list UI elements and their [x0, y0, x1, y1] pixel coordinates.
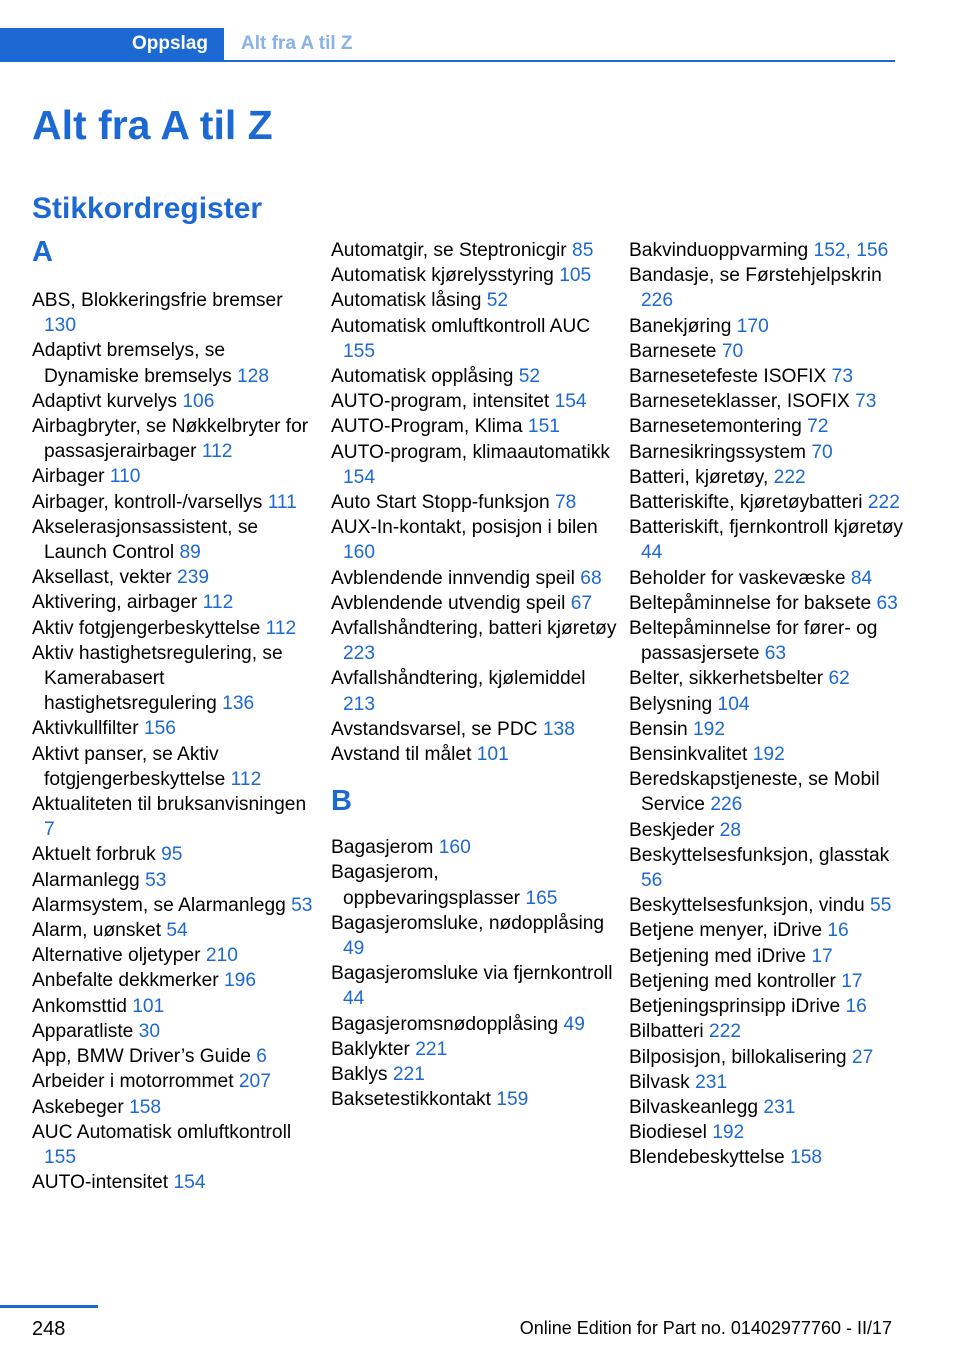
- entry-text: Betjene menyer, iDrive: [629, 920, 823, 942]
- index-entry: [629, 1045, 915, 1070]
- index-entry: [331, 414, 617, 439]
- entry-text: Automatisk omluftkontroll AUC: [331, 315, 591, 337]
- index-entry: [32, 1019, 318, 1044]
- index-entry: [629, 994, 915, 1019]
- entry-page-link[interactable]: 63: [876, 592, 898, 614]
- index-entry: [629, 616, 915, 666]
- entry-text: Belter, sikkerhetsbelter: [629, 668, 824, 690]
- index-column-1: [32, 236, 318, 1195]
- entry-text: Biodiesel: [629, 1122, 707, 1144]
- entry-page-link[interactable]: 55: [870, 895, 892, 917]
- entry-text: Anbefalte dekkmerker: [32, 970, 219, 992]
- entry-text: Aktuelt forbruk: [32, 844, 156, 866]
- entry-text: Airbager, kontroll-/varsellys: [32, 491, 263, 513]
- entry-text: Avblendende innvendig speil: [331, 567, 575, 589]
- entry-page-link[interactable]: 54: [166, 920, 188, 942]
- index-entry: [331, 314, 617, 364]
- entry-page-link[interactable]: 160: [343, 542, 376, 564]
- entry-page-link[interactable]: 221: [415, 1038, 448, 1060]
- entry-text: Baklykter: [331, 1038, 410, 1060]
- entry-text: Bilvask: [629, 1071, 690, 1093]
- entry-page-link[interactable]: 152, 156: [813, 240, 889, 261]
- entry-text: Bandasje, se Førstehjelpskrin: [629, 265, 882, 287]
- index-entry: [629, 969, 915, 994]
- index-entry: [32, 893, 318, 918]
- entry-page-link[interactable]: 112: [202, 592, 234, 614]
- entry-page-link[interactable]: 112: [230, 768, 262, 790]
- entry-page-link[interactable]: 158: [790, 1147, 823, 1169]
- index-column-3: [629, 238, 915, 1171]
- index-entry: [331, 1037, 617, 1062]
- tab-alt-fra-a-til-z-label: Alt fra A til Z: [241, 33, 353, 54]
- header-bar: [0, 28, 895, 62]
- letter-heading-b: B: [331, 785, 352, 818]
- index-entry: [32, 742, 318, 792]
- index-entry: [32, 338, 318, 388]
- entry-page-link[interactable]: 70: [721, 340, 744, 362]
- index-entry: [629, 364, 915, 389]
- entry-page-link[interactable]: 53: [291, 894, 313, 916]
- index-entry: [32, 1069, 318, 1094]
- entry-page-link[interactable]: 112: [265, 617, 297, 639]
- index-entry: [629, 818, 915, 843]
- entry-page-link[interactable]: 27: [851, 1046, 874, 1068]
- entry-text: Bilvaskeanlegg: [629, 1096, 759, 1118]
- index-entry: [629, 263, 915, 313]
- entry-page-link[interactable]: 53: [145, 869, 167, 891]
- entry-text: Baksetestikkontakt: [331, 1089, 491, 1111]
- page-number: 248: [32, 1318, 66, 1340]
- index-entry: [331, 1012, 617, 1037]
- entry-text: Avfallshåndtering, batteri kjøretøy: [331, 618, 617, 640]
- entry-page-link[interactable]: 67: [570, 592, 593, 614]
- index-entry: [331, 717, 617, 742]
- entry-text: Avblendende utvendig speil: [331, 592, 566, 614]
- index-entry: [629, 742, 915, 767]
- index-entry: [629, 893, 915, 918]
- entry-page-link[interactable]: 165: [525, 887, 558, 909]
- entry-page-link[interactable]: 84: [850, 567, 873, 589]
- entry-text: Bagasjeromsluke via fjernkontroll: [331, 963, 613, 985]
- entry-text: AUTO-program, klimaautomatikk: [331, 441, 611, 463]
- entry-page-link[interactable]: 56: [641, 870, 663, 892]
- entry-text: Beskjeder: [629, 819, 715, 841]
- entry-text: Alarmsystem, se Alarmanlegg: [32, 894, 286, 916]
- index-entry: [32, 1095, 318, 1120]
- index-entry: [629, 717, 915, 742]
- entry-text: Batteriskift, fjernkontroll kjøretøy: [629, 517, 904, 539]
- entry-page-link[interactable]: 222: [867, 492, 900, 514]
- entry-page-link[interactable]: 151: [527, 416, 560, 438]
- entry-text: Bagasjeromsnødopplåsing: [331, 1013, 559, 1035]
- entry-page-link[interactable]: 226: [641, 290, 674, 312]
- entry-text: Aktivt panser, se Aktiv fotgjengerbeskyttelse: [32, 743, 226, 790]
- entry-page-link[interactable]: 222: [773, 466, 806, 488]
- index-entry: [629, 692, 915, 717]
- entry-page-link[interactable]: 155: [44, 1146, 77, 1168]
- index-entry: [331, 515, 617, 565]
- entry-text: Alarmanlegg: [32, 869, 140, 891]
- index-entry: [629, 515, 915, 565]
- entry-page-link[interactable]: 16: [827, 920, 849, 942]
- entry-text: App, BMW Driver’s Guide: [32, 1046, 251, 1068]
- entry-page-link[interactable]: 226: [710, 794, 743, 816]
- entry-text: Adaptivt kurvelys: [32, 390, 178, 412]
- entry-page-link[interactable]: 136: [222, 693, 255, 715]
- entry-page-link[interactable]: 192: [712, 1122, 745, 1144]
- index-entry: [629, 414, 915, 439]
- entry-text: Beltepåminnelse for baksete: [629, 592, 872, 614]
- index-entry: [331, 389, 617, 414]
- index-entry: [32, 918, 318, 943]
- index-entry: [629, 1095, 915, 1120]
- entry-text: Ankomsttid: [32, 995, 127, 1017]
- entry-page-link[interactable]: 68: [580, 567, 602, 589]
- index-entry: [32, 1170, 318, 1195]
- entry-page-link[interactable]: 63: [764, 643, 787, 665]
- index-column-2: [331, 238, 617, 1113]
- entry-text: Apparatliste: [32, 1020, 134, 1042]
- index-entry: [331, 1087, 617, 1112]
- entry-page-link[interactable]: 73: [855, 391, 877, 413]
- index-entry: [629, 389, 915, 414]
- entry-page-link[interactable]: 30: [138, 1020, 161, 1042]
- entry-list: [331, 835, 617, 1112]
- index-entry: [629, 1019, 915, 1044]
- entry-page-link[interactable]: 70: [811, 441, 833, 463]
- index-entry: [32, 641, 318, 717]
- entry-page-link[interactable]: 101: [132, 995, 165, 1017]
- entry-page-link[interactable]: 72: [807, 416, 829, 438]
- entry-text: Arbeider i motorrommet: [32, 1071, 234, 1093]
- entry-page-link[interactable]: 154: [343, 466, 376, 488]
- index-entry: [32, 716, 318, 741]
- index-entry: [32, 994, 318, 1019]
- entry-text: AUTO-program, intensitet: [331, 391, 550, 413]
- entry-text: Avstand til målet: [331, 744, 472, 766]
- index-entry: [331, 440, 617, 490]
- entry-page-link[interactable]: 128: [237, 365, 270, 387]
- entry-text: Bagasjerom: [331, 837, 434, 859]
- footer-rule: [0, 1305, 98, 1308]
- index-entry: [32, 490, 318, 515]
- entry-page-link[interactable]: 221: [392, 1064, 425, 1086]
- index-entry: [629, 465, 915, 490]
- entry-text: Bilposisjon, billokalisering: [629, 1046, 847, 1068]
- entry-page-link[interactable]: 160: [438, 837, 471, 859]
- entry-text: Airbager: [32, 466, 105, 488]
- entry-page-link[interactable]: 52: [518, 366, 541, 388]
- entry-text: Akselerasjonsassistent, se Launch Control: [32, 516, 259, 564]
- index-entry: [331, 364, 617, 389]
- entry-text: Aksellast, vekter: [32, 567, 172, 589]
- index-entry: [331, 835, 617, 860]
- index-entry: [32, 1120, 318, 1170]
- entry-text: AUTO-Program, Klima: [331, 416, 523, 438]
- entry-text: Barnesetefeste ISOFIX: [629, 366, 827, 388]
- index-entry: [629, 918, 915, 943]
- entry-text: Bagasjeromsluke, nødopplåsing: [331, 912, 605, 934]
- entry-page-link[interactable]: 207: [238, 1071, 271, 1093]
- entry-text: AUC Automatisk omluftkontroll: [32, 1121, 292, 1143]
- entry-text: Aktiv hastighetsregulering, se Kamerabasert hastighetsregulering: [32, 642, 283, 715]
- index-entry: [331, 911, 617, 961]
- entry-text: Automatisk låsing: [331, 290, 482, 312]
- page-title: Alt fra A til Z: [32, 102, 273, 148]
- entry-page-link[interactable]: 223: [343, 643, 376, 665]
- index-entry: [331, 238, 617, 263]
- index-entry: [32, 792, 318, 842]
- entry-text: Aktivering, airbager: [32, 592, 198, 614]
- index-entry: [32, 616, 318, 641]
- entry-page-link[interactable]: 192: [752, 744, 785, 766]
- index-entry: [32, 842, 318, 867]
- entry-page-link[interactable]: 213: [343, 693, 376, 715]
- entry-page-link[interactable]: 196: [223, 970, 256, 992]
- entry-page-link[interactable]: 52: [486, 290, 509, 312]
- entry-text: Bensin: [629, 718, 688, 740]
- index-entry: [331, 616, 617, 666]
- entry-page-link[interactable]: 138: [542, 718, 575, 740]
- entry-page-link[interactable]: 112: [201, 441, 233, 463]
- index-entry: [629, 238, 915, 263]
- entry-text: Belysning: [629, 693, 713, 715]
- index-entry: [629, 843, 915, 893]
- index-entry: [629, 490, 915, 515]
- entry-page-link[interactable]: 85: [572, 240, 594, 261]
- entry-page-link[interactable]: 106: [182, 390, 215, 412]
- index-entry: [32, 515, 318, 565]
- index-entry: [629, 767, 915, 817]
- entry-page-link[interactable]: 231: [763, 1096, 796, 1118]
- entry-text: Batteri, kjøretøy,: [629, 466, 769, 488]
- entry-text: Bakvinduoppvarming: [629, 240, 809, 261]
- entry-page-link[interactable]: 16: [845, 996, 867, 1018]
- entry-page-link[interactable]: 170: [736, 315, 769, 337]
- entry-page-link[interactable]: 210: [205, 945, 238, 967]
- entry-text: Aktivkullfilter: [32, 718, 139, 740]
- entry-text: Barnesikringssystem: [629, 441, 807, 463]
- index-entry: [629, 339, 915, 364]
- entry-page-link[interactable]: 28: [719, 819, 742, 841]
- entry-page-link[interactable]: 89: [179, 542, 201, 564]
- index-entry: [32, 389, 318, 414]
- entry-list: [32, 288, 318, 1195]
- entry-page-link[interactable]: 7: [44, 819, 55, 841]
- index-entry: [629, 666, 915, 691]
- entry-page-link[interactable]: 44: [641, 542, 663, 564]
- index-entry: [331, 288, 617, 313]
- index-entry: [331, 566, 617, 591]
- index-entry: [331, 591, 617, 616]
- index-entry: [32, 414, 318, 464]
- index-entry: [32, 565, 318, 590]
- entry-page-link[interactable]: 192: [693, 718, 726, 740]
- entry-page-link[interactable]: 78: [555, 492, 577, 514]
- entry-page-link[interactable]: 222: [709, 1021, 742, 1043]
- entry-page-link[interactable]: 231: [695, 1071, 728, 1093]
- entry-text: Bensinkvalitet: [629, 744, 748, 766]
- entry-text: Aktiv fotgjengerbeskyttelse: [32, 617, 261, 639]
- index-entry: [331, 860, 617, 910]
- entry-text: Aktualiteten til bruksanvisningen: [32, 794, 307, 816]
- entry-page-link[interactable]: 6: [256, 1046, 267, 1068]
- entry-page-link[interactable]: 158: [129, 1096, 162, 1118]
- entry-text: Baklys: [331, 1064, 388, 1086]
- entry-page-link[interactable]: 156: [143, 718, 176, 740]
- index-entry: [32, 1044, 318, 1069]
- index-entry: [629, 440, 915, 465]
- entry-text: Automatgir, se Steptronicgir: [331, 240, 567, 261]
- tab-alt-fra-a-til-z[interactable]: [224, 28, 895, 62]
- entry-page-link[interactable]: 49: [563, 1013, 585, 1035]
- entry-text: Banekjøring: [629, 315, 732, 337]
- entry-page-link[interactable]: 95: [161, 844, 183, 866]
- entry-page-link[interactable]: 110: [109, 466, 141, 488]
- index-entry: [629, 566, 915, 591]
- index-entry: [331, 1062, 617, 1087]
- edition-note: Online Edition for Part no. 01402977760 - II/17: [519, 1318, 892, 1338]
- entry-page-link[interactable]: 49: [343, 938, 365, 960]
- entry-page-link[interactable]: 239: [177, 567, 210, 589]
- index-entry: [32, 868, 318, 893]
- index-entry: [32, 464, 318, 489]
- entry-page-link[interactable]: 17: [811, 945, 833, 967]
- entry-text: Barnesetemontering: [629, 416, 802, 438]
- entry-text: Beholder for vaskevæske: [629, 567, 846, 589]
- entry-text: Barnesete: [629, 340, 717, 362]
- entry-text: Beltepåminnelse for fører- og passasjersete: [629, 618, 878, 665]
- entry-text: ABS, Blokkeringsfrie bremser: [32, 290, 283, 311]
- entry-text: Alternative oljetyper: [32, 945, 201, 967]
- index-entry: [629, 591, 915, 616]
- entry-page-link[interactable]: 44: [343, 988, 365, 1010]
- entry-text: Beskyttelsesfunksjon, glasstak: [629, 844, 890, 866]
- entry-text: Betjeningsprinsipp iDrive: [629, 996, 841, 1018]
- entry-page-link[interactable]: 62: [828, 668, 850, 690]
- index-entry: [331, 961, 617, 1011]
- entry-text: Betjening med iDrive: [629, 945, 807, 967]
- entry-text: Alarm, uønsket: [32, 920, 162, 942]
- entry-text: Automatisk kjørelysstyring: [331, 265, 554, 287]
- index-entry: [331, 742, 617, 767]
- entry-page-link[interactable]: 101: [476, 744, 509, 766]
- entry-text: Automatisk opplåsing: [331, 366, 514, 388]
- index-entry: [32, 943, 318, 968]
- tab-oppslag-label: Oppslag: [131, 33, 208, 54]
- tab-oppslag[interactable]: [0, 28, 224, 62]
- entry-text: Barneseteklasser, ISOFIX: [629, 391, 850, 413]
- entry-text: Beredskapstjeneste, se Mobil Service: [629, 769, 880, 816]
- entry-page-link[interactable]: 130: [44, 315, 77, 337]
- entry-text: Batteriskifte, kjøretøybatteri: [629, 492, 863, 514]
- section-title: Stikkordregister: [32, 192, 263, 225]
- entry-text: Blendebeskyttelse: [629, 1147, 785, 1169]
- index-entry: [331, 263, 617, 288]
- entry-list: [331, 238, 617, 767]
- entry-page-link[interactable]: 104: [717, 693, 750, 715]
- index-entry: [629, 1145, 915, 1170]
- entry-page-link[interactable]: 155: [343, 340, 376, 362]
- entry-text: Beskyttelsesfunksjon, vindu: [629, 895, 865, 917]
- entry-text: AUX-In-kontakt, posisjon i bilen: [331, 517, 598, 539]
- entry-text: Auto Start Stopp-funksjon: [331, 492, 550, 514]
- index-entry: [629, 1070, 915, 1095]
- entry-text: Bilbatteri: [629, 1021, 704, 1043]
- entry-page-link[interactable]: 154: [173, 1172, 206, 1194]
- entry-list: [629, 238, 915, 1171]
- entry-page-link[interactable]: 17: [841, 970, 863, 992]
- index-entry: [331, 666, 617, 716]
- entry-page-link[interactable]: 159: [496, 1089, 529, 1111]
- entry-text: Bagasjerom, oppbevaringsplasser: [331, 862, 521, 909]
- entry-page-link[interactable]: 105: [559, 265, 592, 287]
- letter-heading-a: A: [32, 236, 53, 268]
- entry-page-link[interactable]: 73: [831, 366, 853, 388]
- entry-text: AUTO-intensitet: [32, 1172, 169, 1194]
- entry-text: Airbagbryter, se Nøkkelbryter for passasjerairbager: [32, 416, 309, 463]
- index-entry: [32, 590, 318, 615]
- index-entry: [32, 968, 318, 993]
- index-entry: [629, 944, 915, 969]
- entry-page-link[interactable]: 154: [554, 391, 587, 413]
- entry-page-link[interactable]: 111: [267, 491, 297, 513]
- entry-text: Betjening med kontroller: [629, 970, 836, 992]
- index-entry: [331, 490, 617, 515]
- index-entry: [32, 288, 318, 338]
- entry-text: Askebeger: [32, 1096, 124, 1118]
- entry-text: Adaptivt bremselys, se Dynamiske bremselys: [32, 340, 232, 387]
- entry-text: Avstandsvarsel, se PDC: [331, 718, 538, 740]
- index-entry: [629, 314, 915, 339]
- entry-text: Avfallshåndtering, kjølemiddel: [331, 668, 586, 690]
- index-entry: [629, 1120, 915, 1145]
